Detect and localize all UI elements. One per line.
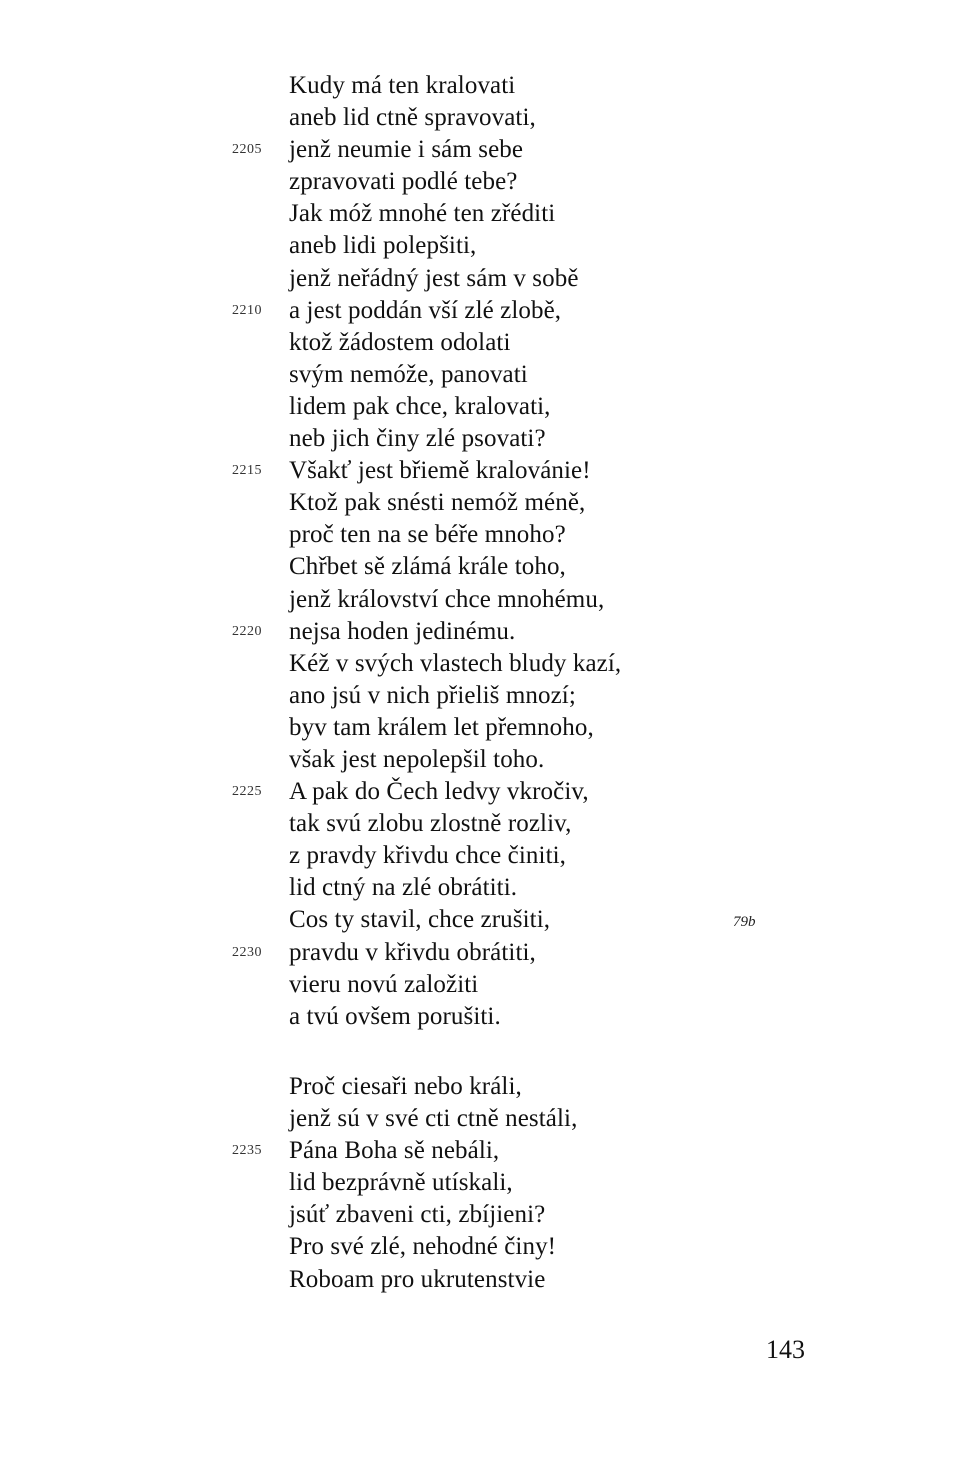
verse-text: Kudy má ten kralovati <box>289 72 516 99</box>
verse-text: jenž království chce mnohému, <box>289 585 605 613</box>
verse-text: tak svú zlobu zlostně rozliv, <box>289 810 572 838</box>
verse-line <box>0 263 960 295</box>
verse-text: nejsa hoden jedinému. <box>289 617 516 645</box>
verse-line <box>0 744 960 776</box>
verse-line <box>0 1199 960 1231</box>
line-number: 2215 <box>232 463 262 479</box>
verse-line <box>0 680 960 712</box>
verse-line <box>0 230 960 262</box>
verse-line <box>0 808 960 840</box>
verse-text: proč ten na se béře mnoho? <box>289 521 566 549</box>
line-number: 2210 <box>232 302 262 318</box>
verse-text: Všakť jest břiemě kralovánie! <box>289 457 591 485</box>
verse-text: vieru novú založiti <box>289 970 479 998</box>
verse-line <box>0 391 960 423</box>
stanza <box>0 1071 960 1296</box>
verse-text: Jak móž mnohé ten zřéditi <box>289 200 556 228</box>
verse-text: neb jich činy zlé psovati? <box>289 425 546 453</box>
folio-marker: 79b <box>733 914 756 931</box>
verse-line <box>0 519 960 551</box>
verse-text: ano jsú v nich přieliš mnozí; <box>289 681 576 709</box>
verse-line <box>0 295 960 327</box>
verse-text: Ktož pak snésti nemóž méně, <box>289 489 586 517</box>
verse-line <box>0 1001 960 1033</box>
verse-text: aneb lidi polepšiti, <box>289 232 477 260</box>
verse-text: jsúť zbaveni cti, zbíjieni? <box>289 1201 546 1229</box>
verse-line <box>0 937 960 969</box>
verse-line <box>0 102 960 134</box>
verse-text: lidem pak chce, kralovati, <box>289 392 551 420</box>
verse-text: a jest poddán vší zlé zlobě, <box>289 296 562 324</box>
verse-text: Cos ty stavil, chce zrušiti, <box>289 906 551 934</box>
verse-text: pravdu v křivdu obrátiti, <box>289 938 536 966</box>
verse-line <box>0 166 960 198</box>
verse-text: a tvú ovšem porušiti. <box>289 1002 501 1030</box>
verse-line <box>0 70 960 102</box>
verse-text: lid ctný na zlé obrátiti. <box>289 874 518 902</box>
verse-text: svým nemóže, panovati <box>289 360 528 388</box>
verse-line <box>0 776 960 808</box>
verse-line <box>0 648 960 680</box>
verse-text: jenž neumie i sám sebe <box>289 136 524 164</box>
verse-text: A pak do Čech ledvy vkročiv, <box>289 778 589 806</box>
verse-line <box>0 584 960 616</box>
verse-line <box>0 487 960 519</box>
verse-line <box>0 840 960 872</box>
verse-text: však jest nepolepšil toho. <box>289 745 545 773</box>
verse-text: Kéž v svých vlastech bludy kazí, <box>289 649 622 677</box>
line-number: 2225 <box>232 784 262 800</box>
verse-line <box>0 872 960 904</box>
verse-line <box>0 455 960 487</box>
verse-line <box>0 712 960 744</box>
page-number: 143 <box>766 1335 805 1364</box>
verse-line <box>0 551 960 583</box>
verse-text: ktož žádostem odolati <box>289 328 511 356</box>
verse-text: Pro své zlé, nehodné činy! <box>289 1233 557 1261</box>
verse-line <box>0 969 960 1001</box>
verse-line <box>0 1264 960 1296</box>
line-number: 2220 <box>232 623 262 639</box>
verse-line <box>0 904 960 936</box>
verse-text: zpravovati podlé tebe? <box>289 168 518 196</box>
line-number: 2235 <box>232 1143 262 1159</box>
verse-text: byv tam králem let přemnoho, <box>289 713 594 741</box>
verse-text: z pravdy křivdu chce činiti, <box>289 842 567 870</box>
verse-line <box>0 1103 960 1135</box>
verse-text: Roboam pro ukrutenstvie <box>289 1265 546 1293</box>
verse-text: Chřbet sě zlámá krále toho, <box>289 553 566 581</box>
verse-line <box>0 134 960 166</box>
verse-line <box>0 1135 960 1167</box>
verse-line <box>0 359 960 391</box>
verse-text: Pána Boha sě nebáli, <box>289 1137 500 1165</box>
verse-line <box>0 1231 960 1263</box>
stanza <box>0 70 960 1033</box>
verse-line <box>0 327 960 359</box>
verse-text: aneb lid ctně spravovati, <box>289 104 536 132</box>
verse-text: Proč ciesaři nebo králi, <box>289 1073 522 1100</box>
verse-line <box>0 616 960 648</box>
line-number: 2205 <box>232 142 262 158</box>
verse-text: jenž sú v své cti ctně nestáli, <box>289 1105 578 1133</box>
verse-line <box>0 1167 960 1199</box>
verse-line <box>0 198 960 230</box>
verse-text: lid bezprávně utískali, <box>289 1169 513 1197</box>
line-number: 2230 <box>232 944 262 960</box>
verse-line <box>0 423 960 455</box>
verse-text: jenž neřádný jest sám v sobě <box>289 264 579 292</box>
verse-line <box>0 1071 960 1103</box>
